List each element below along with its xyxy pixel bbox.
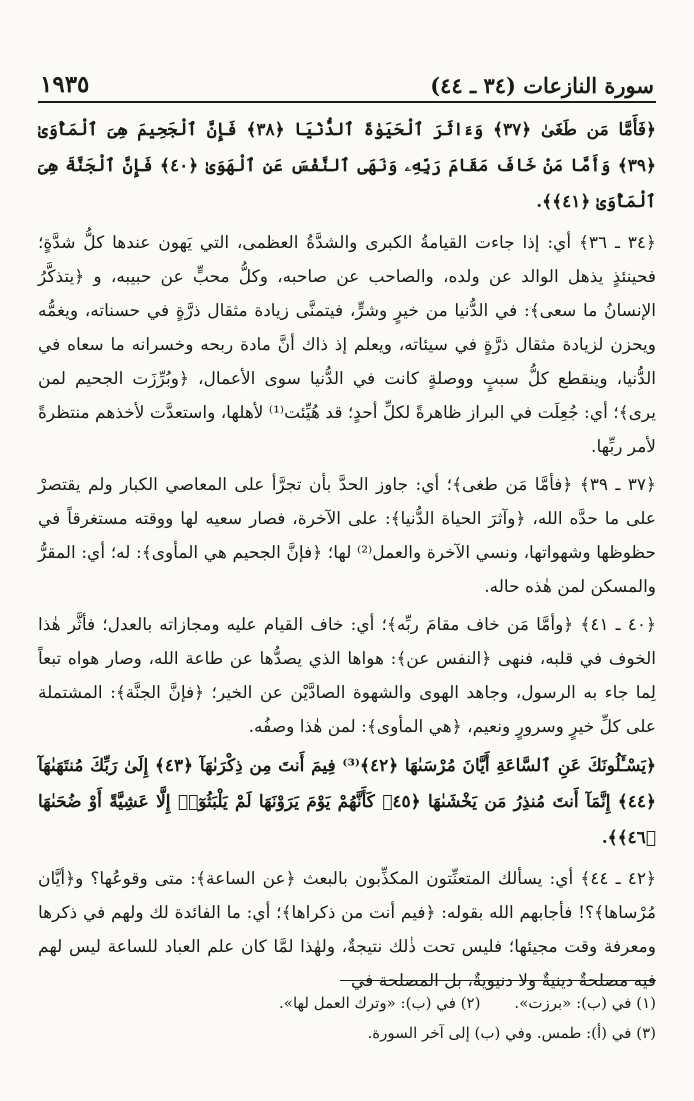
footnote-row [38, 988, 656, 1018]
tafsir-paragraph-40-41: ﴿٤٠ ـ ٤١﴾ ﴿وأمَّا مَن خاف مقامَ ربِّه﴾؛ أي: خاف القيام عليه ومجازاته بالعدل؛ فأثَّر هٰذا الخوف في قلبه، فنهى ﴿النفس عن﴾: هواها الذي يصدُّها عن طاعة الله، وصار هواه تبعاً لِما جاء به الرسول، وجاهد الهوى والشهوة الصادَّيْن عن الخير؛ ﴿فإنَّ الجنَّة﴾: المشتملة على كلِّ خيرٍ وسرورٍ ونعيم، ﴿هي المأوى﴾: لمن هٰذا وصفُه. [38, 615, 656, 737]
page-body [38, 112, 656, 1002]
page-number: ١٩٣٥ [40, 71, 90, 98]
footnote-2: (٢) في (ب): «وترك العمل لها». [279, 994, 481, 1012]
surah-title: سورة النازعات (٣٤ ـ ٤٤) [430, 73, 654, 98]
tafsir-paragraph-37-39: ﴿٣٧ ـ ٣٩﴾ ﴿فأمَّا مَن طغى﴾؛ أي: جاوز الحدَّ بأن تجرَّأ على المعاصي الكبار ولم يقتصرْ على ما حدَّه الله، ﴿وآثرَ الحياة الدُّنيا﴾: على الآخرة، فصار سعيه لها ووقته مستغرقاً في حظوظها وشهواتها، ونسي الآخرة والعمل⁽²⁾ لها؛ ﴿فإنَّ الجحيم هي المأوى﴾: له؛ أي: المقرُّ والمسكن لمن هٰذه حاله. [38, 475, 657, 597]
footnote-rule [340, 980, 656, 981]
header-rule [38, 101, 656, 103]
footnotes [38, 988, 656, 1048]
footnote-1: (١) في (ب): «برزت». [514, 994, 656, 1012]
quran-verses-block-2: ﴿يَسْـَٔلُونَكَ عَنِ ٱلسَّاعَةِ أَيَّانَ مُرْسَىٰهَا ﴿٤٢﴾⁽³⁾ فِيمَ أَنتَ مِن ذِكْرَىٰهَآ ﴿٤٣﴾ إِلَىٰ رَبِّكَ مُنتَهَىٰهَآ ﴿٤٤﴾ إِنَّمَآ أَنتَ مُنذِرُ مَن يَخْشَىٰهَا ﴿٤٥﴾ كَأَنَّهُمْ يَوْمَ يَرَوْنَهَا لَمْ يَلْبَثُوٓا۟ إِلَّا عَشِيَّةً أَوْ ضُحَىٰهَا ﴿٤٦﴾﴾. [38, 756, 657, 848]
quran-verses-block-1: ﴿فَأَمَّا مَن طَغَىٰ ﴿٣٧﴾ وَءَاثَرَ ٱلْحَيَوٰةَ ٱلدُّنْيَا ﴿٣٨﴾ فَإِنَّ ٱلْجَحِيمَ هِىَ ٱلْمَأْوَىٰ ﴿٣٩﴾ وَأَمَّا مَنْ خَافَ مَقَامَ رَبِّهِۦ وَنَهَى ٱلنَّفْسَ عَنِ ٱلْهَوَىٰ ﴿٤٠﴾ فَإِنَّ ٱلْجَنَّةَ هِىَ ٱلْمَأْوَىٰ ﴿٤١﴾﴾. [38, 120, 657, 212]
tafsir-paragraph-34-36: ﴿٣٤ ـ ٣٦﴾ أي: إذا جاءت القيامةُ الكبرى والشدَّةُ العظمى، التي يَهون عندها كلُّ شدَّةٍ؛ فحينئذٍ يذهل الوالد عن ولده، والصاحب عن صاحبه، وكلُّ محبٍّ عن حبيبه، و ﴿يتذكَّرُ الإنسانُ ما سعى﴾: في الدُّنيا من خيرٍ وشرٍّ، فيتمنَّى زيادة مثقال ذرَّةٍ في حسناته، ويغمُّه ويحزن لزيادة مثقال ذرَّةٍ في سيئاته، ويعلم إذ ذاك أنَّ مادة ربحه وخسرانه ما سعاه في الدُّنيا، وينقطع كلُّ سببٍ ووصلةٍ كانت في الدُّنيا سوى الأعمال، ﴿وبُرِّزَت الجحيم لمن يرى﴾؛ أي: جُعِلَت في البراز ظاهرةً لكلِّ أحدٍ؛ قد هُيِّئت⁽¹⁾ لأهلها، واستعدَّت لأخذهم منتظرةً لأمر ربِّها. [38, 233, 656, 457]
footnote-3: (٣) في (أ): طمس. وفي (ب) إلى آخر السورة. [367, 1024, 656, 1042]
tafsir-paragraph-42-44: ﴿٤٢ ـ ٤٤﴾ أي: يسألك المتعنِّتون المكذِّبون بالبعث ﴿عن الساعة﴾: متى وقوعُها؟ و﴿أيَّان مُرْساها﴾؟! فأجابهم الله بقوله: ﴿فيم أنت من ذكراها﴾؛ أي: ما الفائدة لك ولهم في ذكرها ومعرفة وقت مجيئها؛ فليس تحت ذٰلك نتيجةٌ، ولهٰذا لمَّا كان علم العباد للساعة ليس لهم فيه مصلحةٌ دينيةٌ ولا دنيويةٌ، بل المصلحة في [38, 869, 656, 991]
page-header [40, 62, 654, 98]
